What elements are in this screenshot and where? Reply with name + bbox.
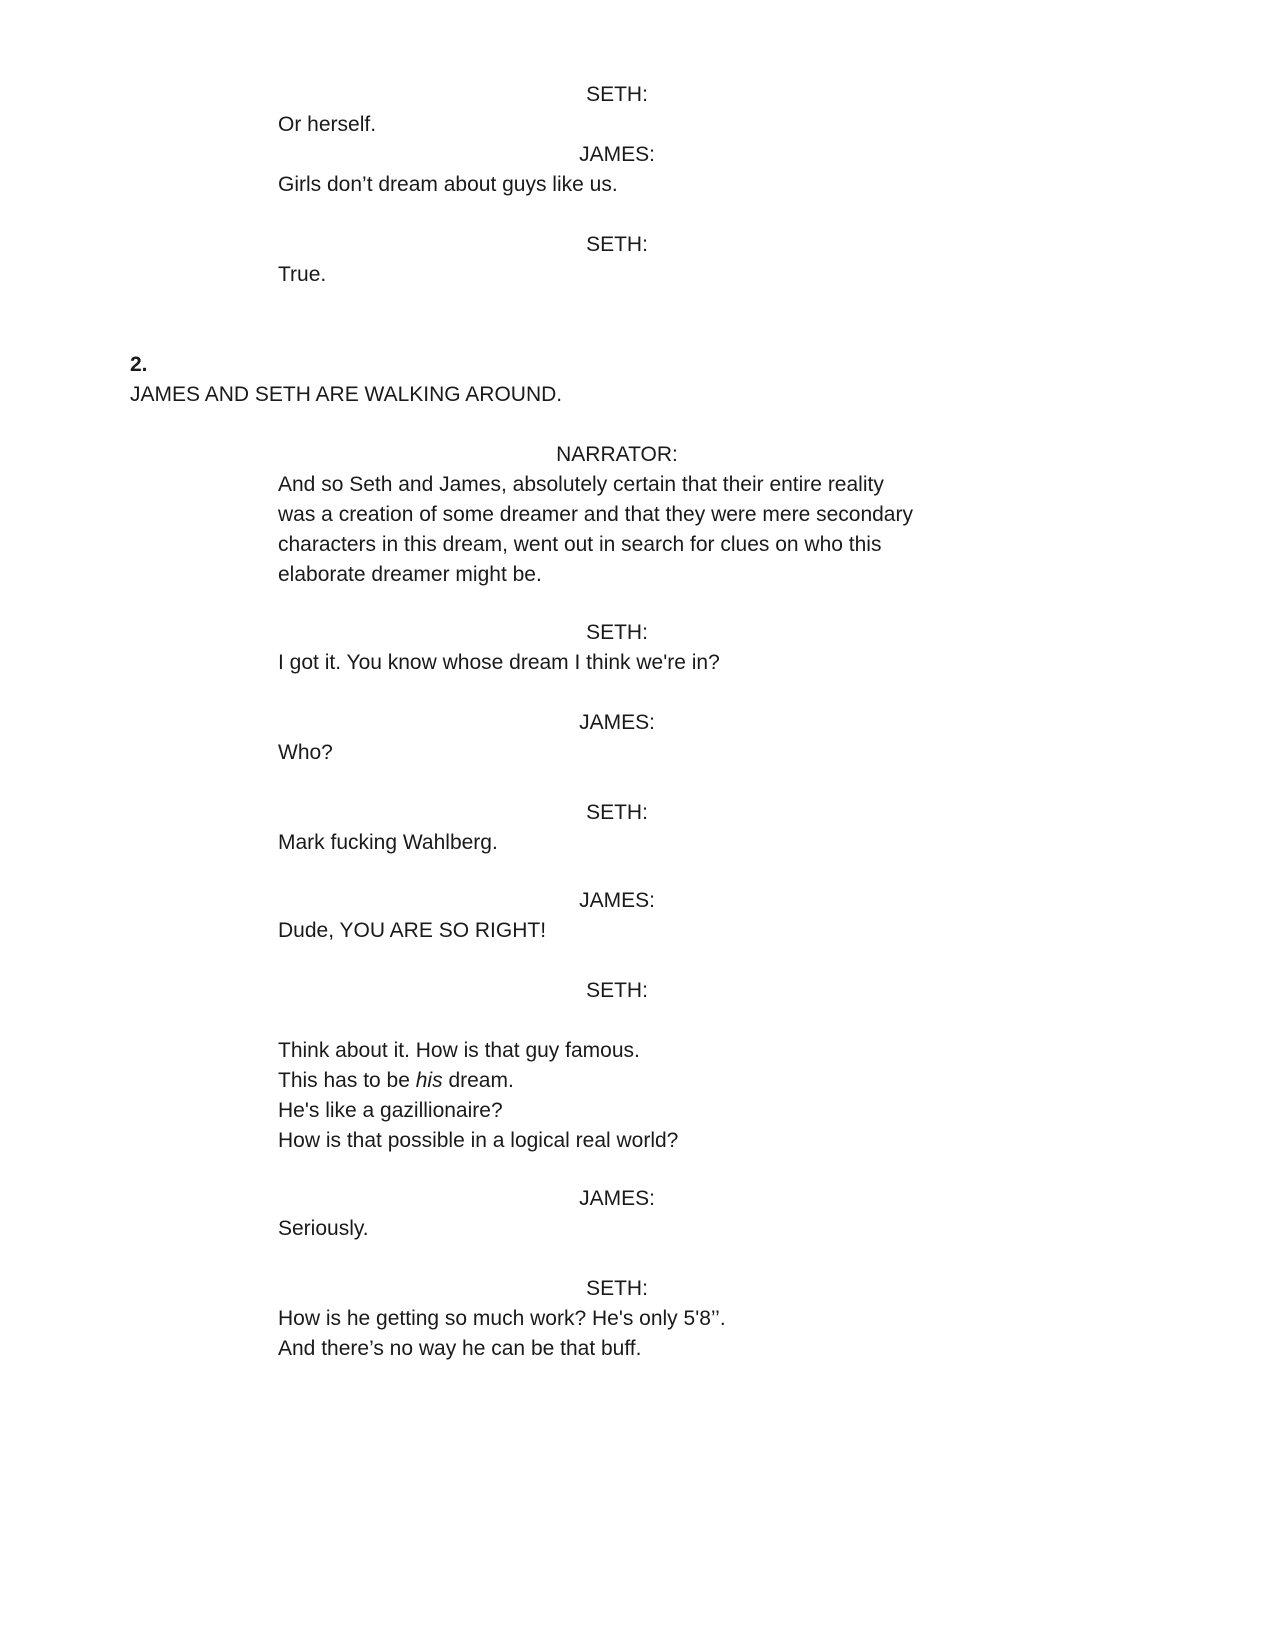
dialogue-line: Seriously.: [278, 1217, 369, 1240]
narration-line: characters in this dream, went out in search for clues on who this: [278, 533, 882, 556]
narration-line: And so Seth and James, absolutely certain that their entire reality: [278, 473, 884, 496]
dialogue-line: And there’s no way he can be that buff.: [278, 1337, 642, 1360]
character-name-seth: SETH:: [586, 233, 648, 256]
character-name-seth: SETH:: [586, 979, 648, 1002]
character-name-seth: SETH:: [586, 801, 648, 824]
dialogue-line: How is he getting so much work? He's only 5'8’’.: [278, 1307, 726, 1330]
character-name-seth: SETH:: [586, 621, 648, 644]
dialogue-line: Who?: [278, 741, 333, 764]
character-name-james: JAMES:: [579, 143, 655, 166]
dialogue-line: How is that possible in a logical real world?: [278, 1129, 679, 1152]
dialogue-line: I got it. You know whose dream I think we're in?: [278, 651, 720, 674]
dialogue-paragraph: [278, 1036, 678, 1156]
dialogue-text: dream.: [442, 1069, 514, 1092]
character-name-james: JAMES:: [579, 1187, 655, 1210]
dialogue-line: Dude, YOU ARE SO RIGHT!: [278, 919, 547, 942]
dialogue-text: This has to be: [278, 1069, 416, 1092]
dialogue-line: Or herself.: [278, 113, 377, 136]
character-name-james: JAMES:: [579, 889, 655, 912]
scene-number: 2.: [130, 353, 148, 376]
dialogue-paragraph: [278, 1304, 726, 1364]
narration-line: was a creation of some dreamer and that they were mere secondary: [278, 503, 913, 526]
dialogue-line: Think about it. How is that guy famous.: [278, 1039, 640, 1062]
dialogue-line: He's like a gazillionaire?: [278, 1099, 503, 1122]
character-name-seth: SETH:: [586, 83, 648, 106]
narration-line: elaborate dreamer might be.: [278, 563, 542, 586]
character-name-seth: SETH:: [586, 1277, 648, 1300]
dialogue-line: True.: [278, 263, 327, 286]
dialogue-line: Mark fucking Wahlberg.: [278, 831, 498, 854]
dialogue-line: Girls don’t dream about guys like us.: [278, 173, 618, 196]
character-name-narrator: NARRATOR:: [556, 443, 678, 466]
character-name-james: JAMES:: [579, 711, 655, 734]
narration-paragraph: [278, 470, 913, 590]
scene-action: JAMES AND SETH ARE WALKING AROUND.: [130, 383, 563, 406]
dialogue-line: [278, 1066, 678, 1096]
emphasized-word: his: [415, 1069, 443, 1092]
